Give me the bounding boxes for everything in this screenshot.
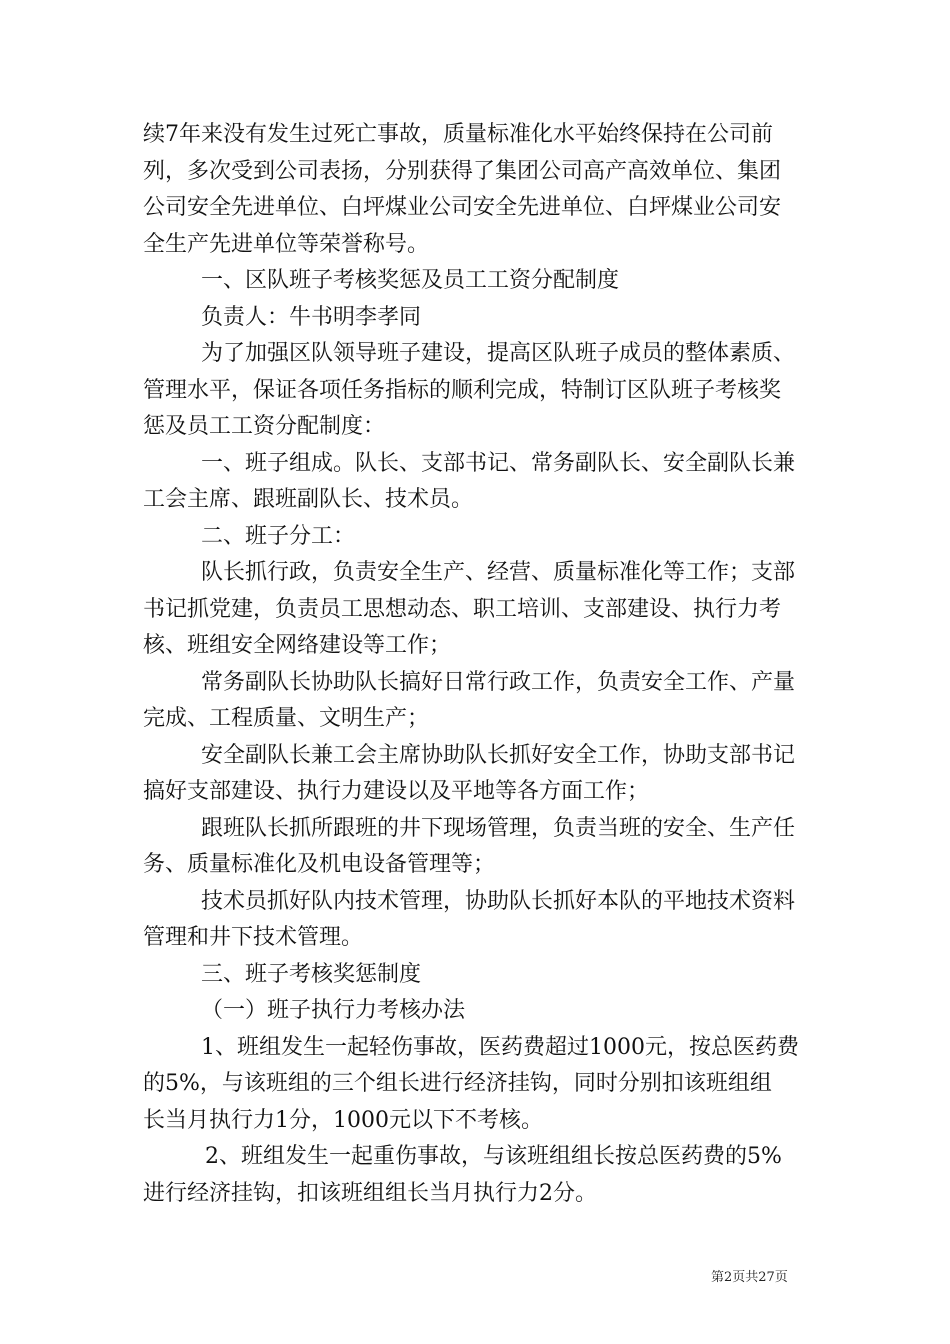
text-line: 书记抓党建，负责员工思想动态、职工培训、支部建设、执行力考: [143, 596, 782, 622]
text-line: 完成、工程质量、文明生产；: [143, 706, 430, 731]
text-line: 全生产先进单位等荣誉称号。: [143, 231, 430, 257]
text-line: 安全副队长兼工会主席协助队长抓好安全工作，协助支部书记: [201, 742, 796, 768]
section-heading: 一、区队班子考核奖惩及员工工资分配制度: [201, 268, 620, 293]
text-line: 工会主席、跟班副队长、技术员。: [143, 487, 474, 512]
document-body: [143, 117, 811, 1212]
text-line: 技术员抓好队内技术管理，协助队长抓好本队的平地技术资料: [201, 888, 796, 914]
text-line: 常务副队长协助队长搞好日常行政工作，负责安全工作、产量: [201, 669, 796, 695]
text-line: 跟班队长抓所跟班的井下现场管理，负责当班的安全、生产任: [201, 815, 796, 841]
page-number-footer: 第2页共27页: [711, 1270, 788, 1285]
text-line: 管理水平，保证各项任务指标的顺利完成，特制订区队班子考核奖: [143, 377, 782, 403]
text-line: 公司安全先进单位、白坪煤业公司安全先进单位、白坪煤业公司安: [143, 195, 782, 220]
text-line: 的5%，与该班组的三个组长进行经济挂钩，同时分别扣该班组组: [143, 1071, 772, 1096]
text-line: 1、班组发生一起轻伤事故，医药费超过1000元，按总医药费: [201, 1034, 799, 1060]
responsible-person: 负责人：牛书明李孝同: [201, 304, 422, 330]
text-line: 一、班子组成。队长、支部书记、常务副队长、安全副队长兼: [201, 450, 796, 476]
text-line: 为了加强区队领导班子建设，提高区队班子成员的整体素质、: [201, 341, 796, 366]
text-line: 队长抓行政，负责安全生产、经营、质量标准化等工作；支部: [201, 560, 796, 585]
text-line: 2、班组发生一起重伤事故，与该班组组长按总医药费的5%: [205, 1144, 782, 1169]
section-heading: 三、班子考核奖惩制度: [201, 961, 422, 987]
text-line: 务、质量标准化及机电设备管理等；: [143, 852, 496, 877]
text-line: 搞好支部建设、执行力建设以及平地等各方面工作；: [143, 779, 650, 804]
text-line: 列，多次受到公司表扬，分别获得了集团公司高产高效单位、集团: [143, 158, 782, 184]
text-line: 进行经济挂钩，扣该班组组长当月执行力2分。: [143, 1180, 597, 1206]
text-line: 续7年来没有发生过死亡事故，质量标准化水平始终保持在公司前: [143, 122, 773, 147]
subsection-heading: （一）班子执行力考核办法: [201, 998, 466, 1023]
text-line: 核、班组安全网络建设等工作；: [143, 633, 452, 658]
text-line: 管理和井下技术管理。: [143, 925, 364, 950]
text-line: 惩及员工工资分配制度：: [143, 414, 386, 439]
section-heading: 二、班子分工：: [201, 523, 356, 549]
text-line: 长当月执行力1分，1000元以下不考核。: [143, 1107, 543, 1133]
